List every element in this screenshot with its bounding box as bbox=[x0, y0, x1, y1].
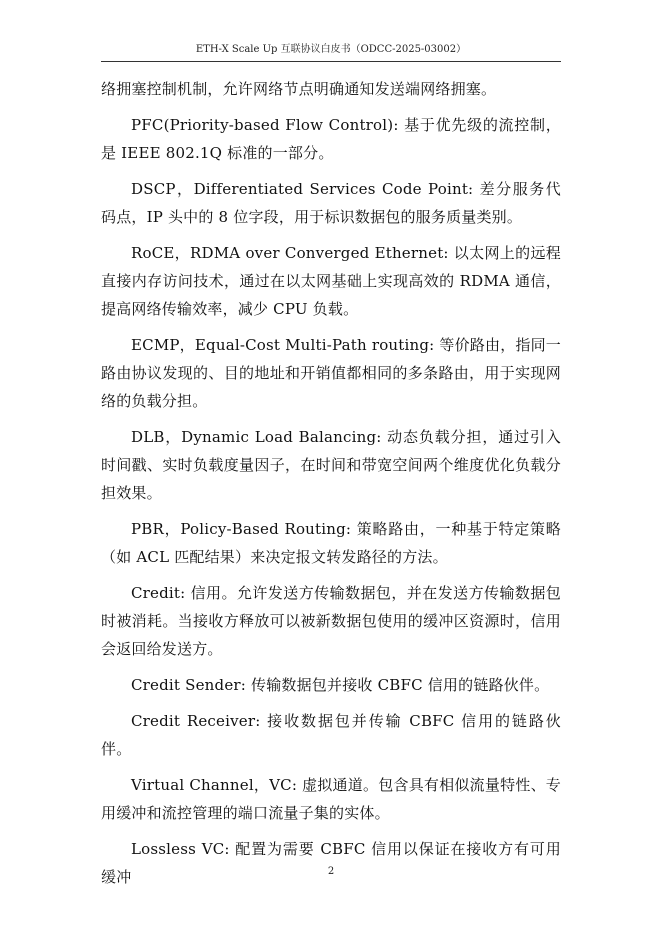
paragraph-credit: Credit: 信用。允许发送方传输数据包，并在发送方传输数据包时被消耗。当接收方释放可以被新数据包使用的缓冲区资源时，信用会返回给发送方。 bbox=[101, 584, 561, 658]
paragraph-roce: RoCE，RDMA over Converged Ethernet: 以太网上的远程直接内存访问技术，通过在以太网基础上实现高效的 RDMA 通信，提高网络传输效率，减少 CPU 负载。 bbox=[101, 244, 561, 318]
paragraph-lossless-vc: Lossless VC: 配置为需要 CBFC 信用以保证在接收方有可用缓冲 bbox=[101, 840, 561, 886]
paragraph-dlb: DLB，Dynamic Load Balancing: 动态负载分担，通过引入时间戳、实时负载度量因子，在时间和带宽空间两个维度优化负载分担效果。 bbox=[101, 428, 561, 502]
paragraph-pfc: PFC(Priority-based Flow Control): 基于优先级的流控制，是 IEEE 802.1Q 标准的一部分。 bbox=[101, 116, 561, 162]
paragraph-dscp: DSCP，Differentiated Services Code Point: 差分服务代码点，IP 头中的 8 位字段，用于标识数据包的服务质量类别。 bbox=[101, 180, 561, 226]
paragraph-credit-sender: Credit Sender: 传输数据包并接收 CBFC 信用的链路伙伴。 bbox=[131, 676, 550, 694]
page-number: 2 bbox=[327, 866, 335, 877]
page-body bbox=[101, 75, 561, 899]
header-divider bbox=[101, 61, 561, 62]
page-header: ETH-X Scale Up 互联协议白皮书（ODCC-2025-03002） bbox=[195, 44, 467, 55]
paragraph-virtual-channel: Virtual Channel，VC: 虚拟通道。包含具有相似流量特性、专用缓冲和流控管理的端口流量子集的实体。 bbox=[101, 776, 561, 822]
paragraph-continuation: 络拥塞控制机制，允许网络节点明确通知发送端网络拥塞。 bbox=[101, 80, 497, 98]
paragraph-credit-receiver: Credit Receiver: 接收数据包并传输 CBFC 信用的链路伙伴。 bbox=[101, 712, 561, 758]
paragraph-pbr: PBR，Policy-Based Routing: 策略路由，一种基于特定策略（如 ACL 匹配结果）来决定报文转发路径的方法。 bbox=[101, 520, 561, 566]
paragraph-ecmp: ECMP，Equal-Cost Multi-Path routing: 等价路由，指同一路由协议发现的、目的地址和开销值都相同的多条路由，用于实现网络的负载分担。 bbox=[101, 336, 562, 410]
